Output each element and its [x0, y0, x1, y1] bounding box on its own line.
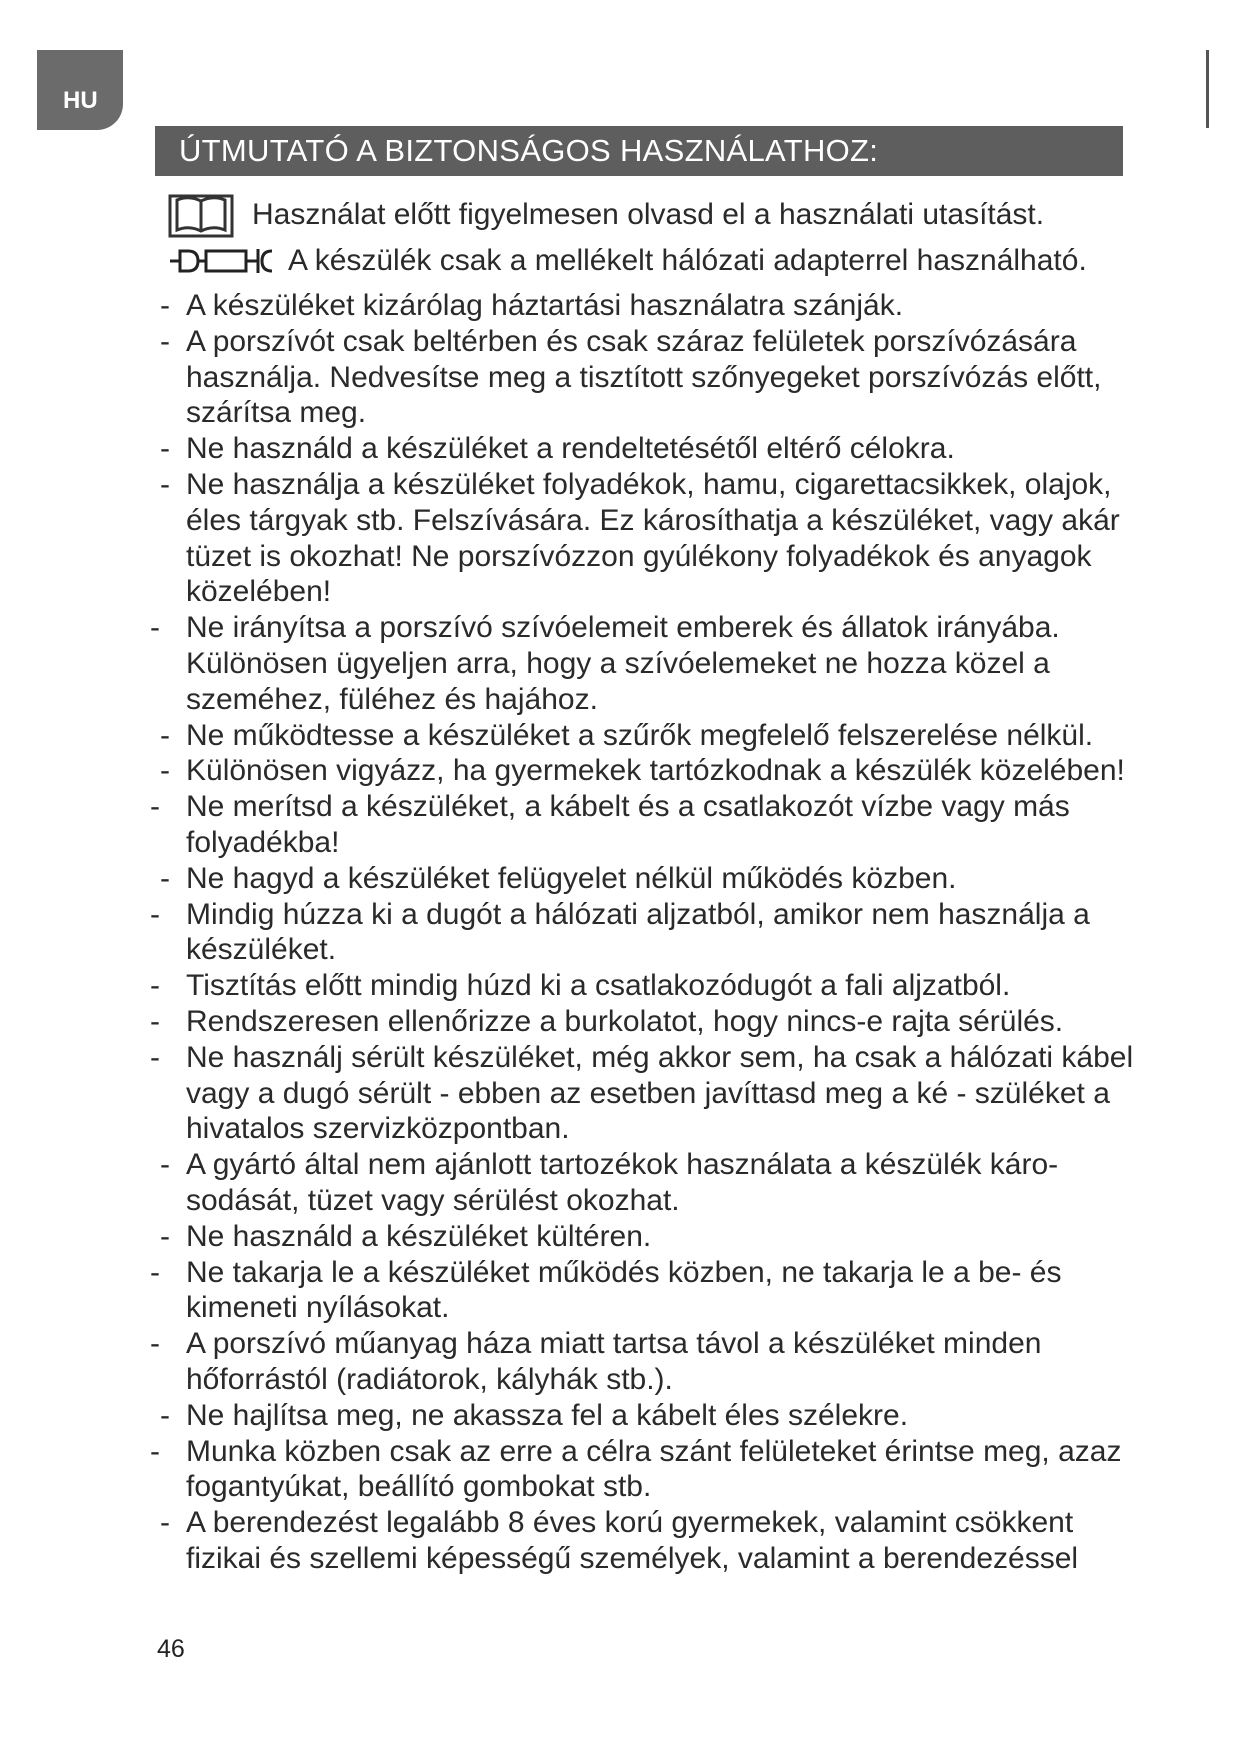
list-item-text: Ne takarja le a készüléket működés közben, ne takarja le a be- és kimeneti nyílásokat.: [186, 1255, 1062, 1325]
list-item-text: Ne hagyd a készüléket felügyelet nélkül működés közben.: [186, 861, 957, 895]
power-adapter-icon: [168, 246, 280, 276]
list-item: [150, 1255, 1150, 1327]
list-item-text: Ne használj sérült készüléket, még akkor sem, ha csak a hálózati kábel vagy a dugó sérült - ebben az esetben javíttasd meg a ké - szüléket a hivatalos szervizközpontban.: [186, 1040, 1134, 1146]
list-item-text: Ne hajlítsa meg, ne akassza fel a kábelt éles szélekre.: [186, 1398, 909, 1432]
list-item-text: Mindig húzza ki a dugót a hálózati aljzatból, amikor nem használja a készüléket.: [186, 897, 1090, 967]
bullet-dash: -: [150, 1255, 160, 1289]
bullet-dash: -: [150, 969, 160, 1003]
list-item: [150, 789, 1150, 861]
list-item-text: Rendszeresen ellenőrizze a burkolatot, hogy nincs-e rajta sérülés.: [186, 1004, 1064, 1038]
bullet-dash: -: [150, 897, 160, 931]
bullet-dash: -: [150, 790, 160, 824]
list-item-text: A porszívót csak beltérben és csak száraz felületek porszívózására használja. Nedvesítse meg a tisztított szőnyegeket porszívózás előtt, szárítsa meg.: [186, 324, 1102, 430]
list-item-text: A gyártó által nem ajánlott tartozékok használata a készülék káro- sodását, tüzet vagy sérülést okozhat.: [186, 1148, 1059, 1217]
adapter-note: [168, 244, 1087, 278]
bullet-dash: -: [160, 1398, 170, 1432]
list-item: [150, 1004, 1150, 1040]
bullet-dash: -: [160, 1219, 170, 1253]
list-item: [150, 861, 1150, 897]
list-item: [150, 1040, 1150, 1147]
list-item-text: Ne irányítsa a porszívó szívóelemeit emberek és állatok irányába. Különösen ügyeljen arra, hogy a szívóelemeket ne hozza közel a szeméhez, füléhez és hajához.: [186, 611, 1060, 716]
list-item-text: A porszívó műanyag háza miatt tartsa távol a készüléket minden hőforrástól (radiátorok, kályhák stb.).: [186, 1327, 1042, 1396]
list-item: [150, 753, 1150, 789]
list-item-text: A készüléket kizárólag háztartási használatra szánják.: [186, 289, 904, 322]
bullet-dash: -: [160, 432, 170, 466]
bullet-dash: -: [160, 1148, 170, 1182]
manual-book-icon: [168, 192, 234, 238]
list-item: [150, 467, 1150, 610]
language-label: HU: [63, 87, 98, 114]
list-item: [150, 1505, 1150, 1577]
list-item: [150, 1219, 1150, 1255]
list-item-text: Tisztítás előtt mindig húzd ki a csatlakozódugót a fali aljzatból.: [186, 969, 1011, 1003]
list-item-text: Ne használd a készüléket kültéren.: [186, 1219, 652, 1253]
list-item: [150, 324, 1150, 431]
list-item-text: Ne használd a készüléket a rendeltetésétől eltérő célokra.: [186, 432, 955, 466]
section-title-bar: [155, 126, 1123, 176]
list-item: [150, 431, 1150, 467]
manual-note-text: Használat előtt figyelmesen olvasd el a használati utasítást.: [252, 198, 1045, 231]
bullet-dash: -: [160, 718, 170, 752]
list-item-text: A berendezést legalább 8 éves korú gyermekek, valamint csökkent fizikai és szellemi képességű személyek, valamint a berendezéssel: [186, 1506, 1079, 1575]
bullet-dash: -: [150, 1040, 160, 1074]
bullet-dash: -: [160, 861, 170, 895]
edge-marker: [1206, 50, 1209, 128]
bullet-dash: -: [150, 1004, 160, 1038]
list-item: [150, 1326, 1150, 1398]
list-item: [150, 897, 1150, 969]
list-item-text: Ne használja a készüléket folyadékok, hamu, cigarettacsikkek, olajok, éles tárgyak stb. Felszívására. Ez károsíthatja a készüléket, vagy akár tüzet is okozhat! Ne porszívózzon gyúlékony folyadékok és anyagok közelében!: [186, 467, 1120, 609]
list-item: [150, 1398, 1150, 1434]
bullet-dash: -: [160, 467, 170, 501]
page-number: 46: [157, 1635, 185, 1663]
bullet-dash: -: [160, 754, 170, 788]
list-item-text: Munka közben csak az erre a célra szánt felületeket érintse meg, azaz fogantyúkat, beállító gombokat stb.: [186, 1434, 1122, 1504]
list-item: [150, 1434, 1150, 1506]
bullet-dash: -: [160, 289, 170, 322]
bullet-dash: -: [150, 1327, 160, 1361]
adapter-note-text: A készülék csak a mellékelt hálózati adapterrel használható.: [288, 244, 1087, 277]
list-item-text: Ne működtesse a készüléket a szűrők megfelelő felszerelése nélkül.: [186, 718, 1094, 752]
bullet-dash: -: [160, 1506, 170, 1540]
list-item: [150, 288, 1150, 324]
list-item: [150, 968, 1150, 1004]
section-title: ÚTMUTATÓ A BIZTONSÁGOS HASZNÁLATHOZ:: [179, 133, 879, 168]
bullet-dash: -: [160, 324, 170, 358]
bullet-dash: -: [150, 1434, 160, 1468]
list-item: [150, 1147, 1150, 1219]
list-item: [150, 610, 1150, 717]
safety-list: [150, 288, 1150, 1577]
language-tab: [37, 50, 123, 130]
manual-note: [168, 192, 1044, 238]
list-item-text: Különösen vigyázz, ha gyermekek tartózkodnak a készülék közelében!: [186, 754, 1125, 788]
bullet-dash: -: [150, 611, 160, 645]
list-item: [150, 718, 1150, 754]
list-item-text: Ne merítsd a készüléket, a kábelt és a csatlakozót vízbe vagy más folyadékba!: [186, 790, 1070, 859]
